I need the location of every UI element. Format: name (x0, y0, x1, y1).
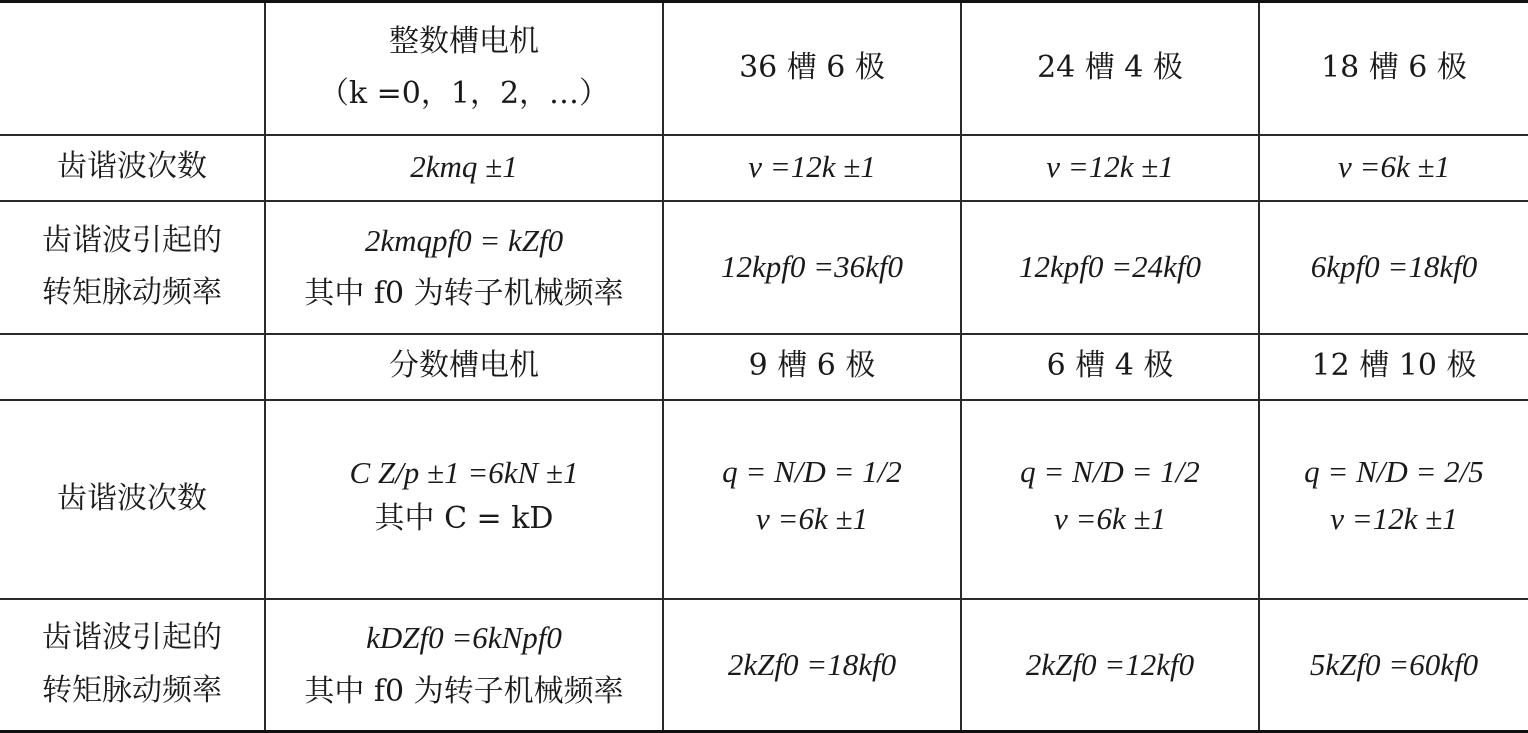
label-line-1: 齿谐波引起的 (42, 222, 222, 258)
value-torque-36-6: 12kpf0 =36kf0 (663, 201, 961, 334)
value-torque-9-6: 2kZf0 =18kf0 (663, 599, 961, 732)
formula-line-2: 其中 f0 为转子机械频率 (304, 275, 624, 311)
nu-value: ν =12k ±1 (1330, 501, 1458, 537)
value-torque-12-10: 5kZf0 =60kf0 (1259, 599, 1528, 732)
formula-torque-ripple-fractional (265, 599, 663, 732)
header-integer-slot-motor (265, 2, 663, 135)
row-label-harmonic-order: 齿谐波次数 (0, 135, 265, 201)
value-harmonic-9-6 (663, 400, 961, 599)
label-line-2: 转矩脉动频率 (42, 275, 222, 310)
header-9-slot-6-pole: 9 槽 6 极 (663, 334, 961, 400)
formula-line-1: C Z/p ±1 =6kN ±1 (349, 454, 579, 490)
integer-slot-k-range: （k =0，1，2，…） (318, 76, 610, 112)
label-line-2: 转矩脉动频率 (42, 672, 222, 708)
header-36-slot-6-pole: 36 槽 6 极 (663, 2, 961, 135)
nu-value: ν =6k ±1 (756, 501, 868, 537)
value-harmonic-18-6: ν =6k ±1 (1259, 135, 1528, 201)
formula-line-2: 其中 C = kD (374, 500, 554, 536)
value-harmonic-6-4 (961, 400, 1259, 599)
value-harmonic-12-10 (1259, 400, 1528, 599)
formula-harmonic-order-integer: 2kmq ±1 (265, 135, 663, 201)
row-harmonic-order-integer (0, 135, 1528, 201)
value-harmonic-24-4: ν =12k ±1 (961, 135, 1259, 201)
header-12-slot-10-pole: 12 槽 10 极 (1259, 334, 1528, 400)
value-torque-24-4: 12kpf0 =24kf0 (961, 201, 1259, 334)
q-value: q = N/D = 1/2 (722, 453, 902, 489)
integer-slot-title: 整数槽电机 (389, 23, 539, 59)
value-torque-18-6: 6kpf0 =18kf0 (1259, 201, 1528, 334)
header-6-slot-4-pole: 6 槽 4 极 (961, 334, 1259, 400)
label-line-1: 齿谐波引起的 (42, 620, 222, 656)
header-24-slot-4-pole: 24 槽 4 极 (961, 2, 1259, 135)
header-18-slot-6-pole: 18 槽 6 极 (1259, 2, 1528, 135)
formula-harmonic-order-fractional (265, 400, 663, 599)
formula-torque-ripple-integer (265, 201, 663, 334)
row-label-harmonic-order-2: 齿谐波次数 (0, 400, 265, 599)
q-value: q = N/D = 2/5 (1304, 453, 1484, 489)
formula-line-1: kDZf0 =6kNpf0 (366, 620, 562, 656)
value-torque-6-4: 2kZf0 =12kf0 (961, 599, 1259, 732)
row-torque-ripple-fractional (0, 599, 1528, 732)
formula-line-2: 其中 f0 为转子机械频率 (304, 673, 624, 709)
nu-value: ν =6k ±1 (1054, 501, 1166, 537)
header-empty-cell-2 (0, 334, 265, 400)
header-empty-cell (0, 2, 265, 135)
formula-line-1: 2kmqpf0 = kZf0 (364, 222, 564, 258)
header-row-integer-slot (0, 2, 1528, 135)
row-label-torque-ripple-2 (0, 599, 265, 732)
q-value: q = N/D = 1/2 (1020, 453, 1200, 489)
header-row-fractional-slot (0, 334, 1528, 400)
row-torque-ripple-integer (0, 201, 1528, 334)
row-label-torque-ripple (0, 201, 265, 334)
header-fractional-slot-motor: 分数槽电机 (265, 334, 663, 400)
value-harmonic-36-6: ν =12k ±1 (663, 135, 961, 201)
row-harmonic-order-fractional (0, 400, 1528, 599)
